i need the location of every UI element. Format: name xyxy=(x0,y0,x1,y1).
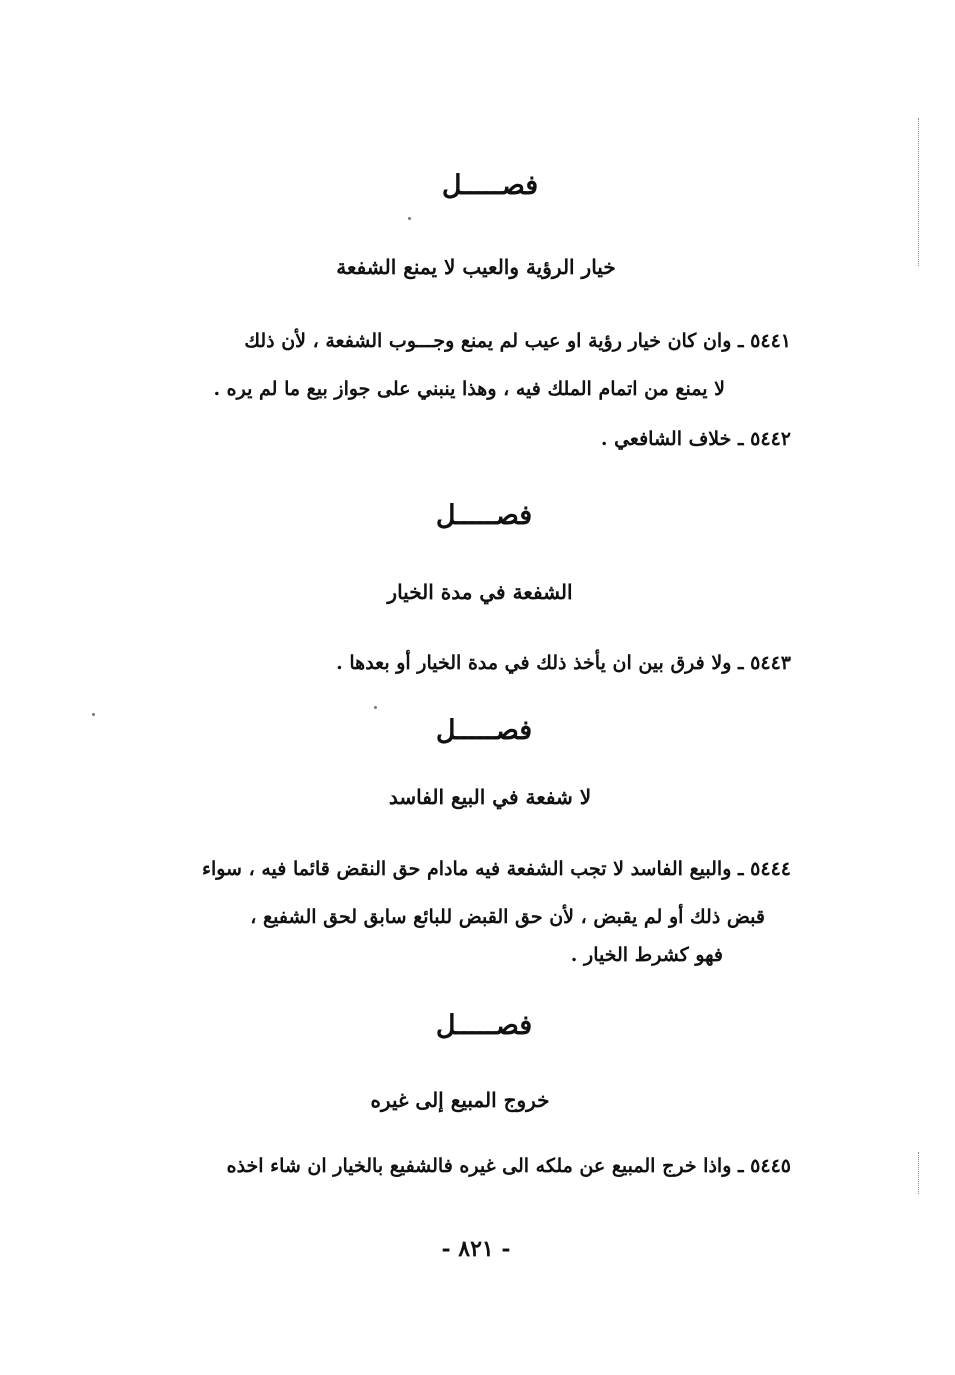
scan-margin-rule-top xyxy=(918,118,919,266)
section-heading: فصـــــل xyxy=(435,500,533,531)
section-heading: فصـــــل xyxy=(435,1010,533,1041)
paragraph-line: ٥٤٤٥ ـ واذا خرج المبيع عن ملكه الى غيره فالشفيع بالخيار ان شاء اخذه xyxy=(226,1155,791,1177)
scan-speck xyxy=(374,706,377,709)
paragraph-line: ٥٤٤٣ ـ ولا فرق بين ان يأخذ ذلك في مدة الخيار أو بعدها . xyxy=(336,652,791,674)
section-title: الشفعة في مدة الخيار xyxy=(387,580,573,604)
section-title: لا شفعة في البيع الفاسد xyxy=(388,785,592,809)
page-number: - ٨٢١ - xyxy=(441,1236,511,1262)
scan-margin-rule-bottom xyxy=(918,1152,919,1194)
section-heading: فصـــــل xyxy=(435,715,533,746)
paragraph-line: ٥٤٤٤ ـ والبيع الفاسد لا تجب الشفعة فيه مادام حق النقض قائما فيه ، سواء xyxy=(202,858,791,880)
paragraph-line: ٥٤٤١ ـ وان كان خيار رؤية او عيب لم يمنع وجـــوب الشفعة ، لأن ذلك xyxy=(244,330,791,352)
section-title: خروج المبيع إلى غيره xyxy=(370,1088,550,1112)
paragraph-line: فهو كشرط الخيار . xyxy=(570,944,723,966)
paragraph-line: قبض ذلك أو لم يقبض ، لأن حق القبض للبائع سابق لحق الشفيع ، xyxy=(250,906,765,928)
scan-speck xyxy=(92,713,95,716)
paragraph-line: ٥٤٤٢ ـ خلاف الشافعي . xyxy=(600,428,791,450)
scan-speck xyxy=(408,217,411,220)
section-title: خيار الرؤية والعيب لا يمنع الشفعة xyxy=(336,255,616,279)
paragraph-line: لا يمنع من اتمام الملك فيه ، وهذا ينبني على جواز بيع ما لم يره . xyxy=(213,378,725,400)
section-heading: فصـــــل xyxy=(441,170,539,201)
